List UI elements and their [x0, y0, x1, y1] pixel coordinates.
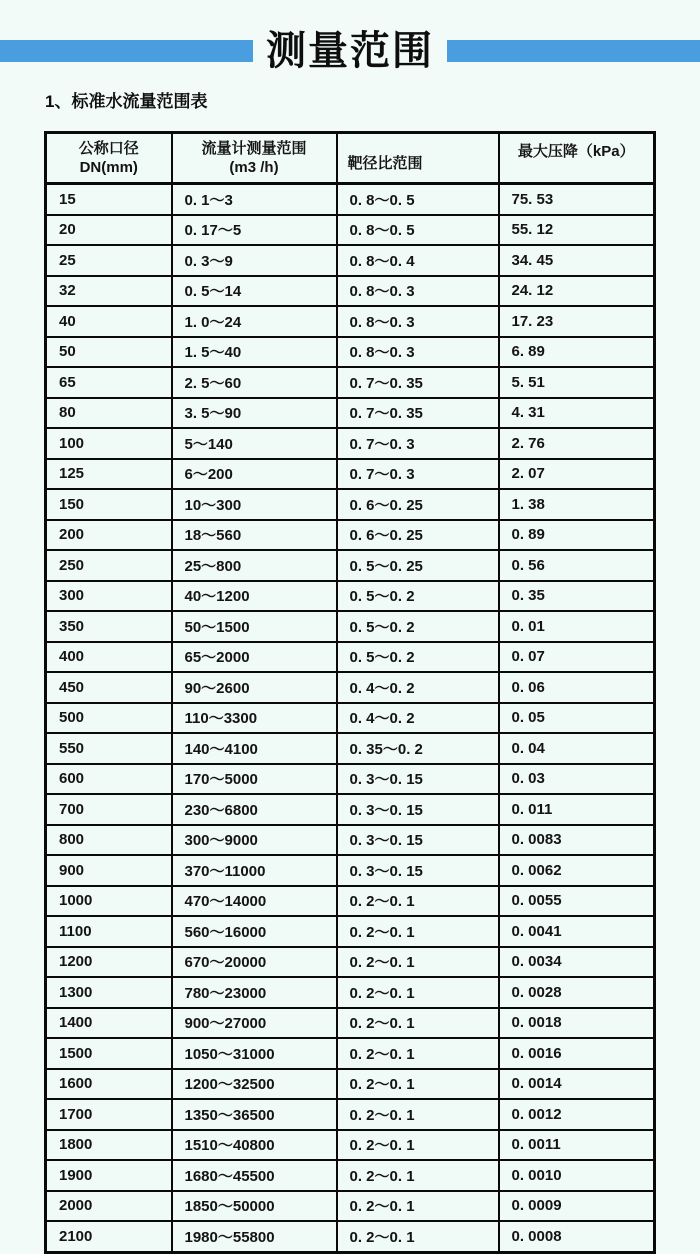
table-row — [46, 611, 655, 642]
table-row — [46, 764, 655, 795]
cell-nominal-diameter: 2000 — [46, 1191, 172, 1222]
cell-nominal-diameter: 800 — [46, 825, 172, 856]
cell-nominal-diameter: 350 — [46, 611, 172, 642]
cell-target-ratio: 0. 3～0. 15 — [337, 825, 499, 856]
table-row — [46, 977, 655, 1008]
table-row — [46, 916, 655, 947]
table-row — [46, 1008, 655, 1039]
cell-target-ratio: 0. 2～0. 1 — [337, 1099, 499, 1130]
cell-max-pressure-drop: 0. 0009 — [499, 1191, 655, 1222]
col-header-flow-range — [172, 133, 337, 184]
table-header-row — [46, 133, 655, 184]
cell-flow-range: 1680～45500 — [172, 1160, 337, 1191]
page-title: 测量范围 — [266, 29, 434, 73]
cell-max-pressure-drop: 0. 0008 — [499, 1221, 655, 1252]
cell-flow-range: 0. 17～5 — [172, 215, 337, 246]
cell-nominal-diameter: 25 — [46, 245, 172, 276]
col-header-line: DN(mm) — [79, 159, 138, 176]
cell-nominal-diameter: 1500 — [46, 1038, 172, 1069]
cell-max-pressure-drop: 0. 04 — [499, 733, 655, 764]
cell-max-pressure-drop: 0. 01 — [499, 611, 655, 642]
cell-flow-range: 1350～36500 — [172, 1099, 337, 1130]
cell-flow-range: 1980～55800 — [172, 1221, 337, 1252]
cell-flow-range: 470～14000 — [172, 886, 337, 917]
table-row — [46, 794, 655, 825]
cell-max-pressure-drop: 34. 45 — [499, 245, 655, 276]
cell-flow-range: 900～27000 — [172, 1008, 337, 1039]
cell-nominal-diameter: 1100 — [46, 916, 172, 947]
cell-flow-range: 0. 3～9 — [172, 245, 337, 276]
page-header — [0, 28, 700, 74]
cell-max-pressure-drop: 4. 31 — [499, 398, 655, 429]
cell-nominal-diameter: 40 — [46, 306, 172, 337]
cell-nominal-diameter: 2100 — [46, 1221, 172, 1252]
cell-max-pressure-drop: 24. 12 — [499, 276, 655, 307]
cell-flow-range: 10～300 — [172, 489, 337, 520]
cell-nominal-diameter: 80 — [46, 398, 172, 429]
cell-max-pressure-drop: 0. 07 — [499, 642, 655, 673]
cell-nominal-diameter: 1600 — [46, 1069, 172, 1100]
cell-target-ratio: 0. 2～0. 1 — [337, 1038, 499, 1069]
cell-flow-range: 230～6800 — [172, 794, 337, 825]
col-header-line: (m3 /h) — [229, 159, 279, 176]
cell-flow-range: 1510～40800 — [172, 1130, 337, 1161]
header-bar-left — [0, 40, 253, 62]
cell-nominal-diameter: 900 — [46, 855, 172, 886]
cell-target-ratio: 0. 4～0. 2 — [337, 672, 499, 703]
cell-flow-range: 170～5000 — [172, 764, 337, 795]
cell-target-ratio: 0. 7～0. 35 — [337, 398, 499, 429]
cell-target-ratio: 0. 2～0. 1 — [337, 1130, 499, 1161]
table-row — [46, 1038, 655, 1069]
table-row — [46, 1130, 655, 1161]
table-row — [46, 855, 655, 886]
cell-max-pressure-drop: 0. 0012 — [499, 1099, 655, 1130]
cell-nominal-diameter: 1800 — [46, 1130, 172, 1161]
cell-max-pressure-drop: 75. 53 — [499, 184, 655, 215]
cell-target-ratio: 0. 2～0. 1 — [337, 947, 499, 978]
col-header-target-ratio — [337, 133, 499, 184]
table-row — [46, 581, 655, 612]
cell-target-ratio: 0. 8～0. 5 — [337, 184, 499, 215]
cell-target-ratio: 0. 8～0. 3 — [337, 306, 499, 337]
cell-max-pressure-drop: 0. 0083 — [499, 825, 655, 856]
cell-flow-range: 560～16000 — [172, 916, 337, 947]
cell-max-pressure-drop: 2. 07 — [499, 459, 655, 490]
table-row — [46, 1069, 655, 1100]
cell-target-ratio: 0. 7～0. 3 — [337, 459, 499, 490]
table-row — [46, 398, 655, 429]
table-row — [46, 306, 655, 337]
cell-max-pressure-drop: 0. 0016 — [499, 1038, 655, 1069]
table-row — [46, 1191, 655, 1222]
cell-flow-range: 670～20000 — [172, 947, 337, 978]
cell-flow-range: 300～9000 — [172, 825, 337, 856]
cell-flow-range: 3. 5～90 — [172, 398, 337, 429]
cell-max-pressure-drop: 0. 06 — [499, 672, 655, 703]
cell-flow-range: 110～3300 — [172, 703, 337, 734]
cell-flow-range: 50～1500 — [172, 611, 337, 642]
cell-target-ratio: 0. 5～0. 2 — [337, 611, 499, 642]
cell-target-ratio: 0. 8～0. 4 — [337, 245, 499, 276]
cell-max-pressure-drop: 0. 0034 — [499, 947, 655, 978]
cell-max-pressure-drop: 0. 89 — [499, 520, 655, 551]
table-row — [46, 245, 655, 276]
cell-nominal-diameter: 125 — [46, 459, 172, 490]
cell-target-ratio: 0. 7～0. 3 — [337, 428, 499, 459]
cell-target-ratio: 0. 2～0. 1 — [337, 886, 499, 917]
page — [0, 28, 700, 1254]
cell-flow-range: 1200～32500 — [172, 1069, 337, 1100]
cell-target-ratio: 0. 4～0. 2 — [337, 703, 499, 734]
cell-nominal-diameter: 1900 — [46, 1160, 172, 1191]
col-header-nominal-diameter — [46, 133, 172, 184]
cell-max-pressure-drop: 0. 0011 — [499, 1130, 655, 1161]
cell-target-ratio: 0. 6～0. 25 — [337, 520, 499, 551]
table-row — [46, 1221, 655, 1252]
cell-nominal-diameter: 50 — [46, 337, 172, 368]
cell-max-pressure-drop: 0. 0014 — [499, 1069, 655, 1100]
cell-nominal-diameter: 150 — [46, 489, 172, 520]
cell-nominal-diameter: 300 — [46, 581, 172, 612]
cell-target-ratio: 0. 8～0. 3 — [337, 276, 499, 307]
table-row — [46, 428, 655, 459]
cell-flow-range: 65～2000 — [172, 642, 337, 673]
table-row — [46, 886, 655, 917]
cell-nominal-diameter: 400 — [46, 642, 172, 673]
cell-flow-range: 1. 0～24 — [172, 306, 337, 337]
table-row — [46, 703, 655, 734]
cell-flow-range: 1850～50000 — [172, 1191, 337, 1222]
table-row — [46, 947, 655, 978]
table-row — [46, 1160, 655, 1191]
cell-flow-range: 0. 1～3 — [172, 184, 337, 215]
cell-target-ratio: 0. 2～0. 1 — [337, 1008, 499, 1039]
section-heading: 1、标准水流量范围表 — [45, 92, 208, 111]
table-body — [46, 184, 655, 1253]
cell-target-ratio: 0. 2～0. 1 — [337, 1069, 499, 1100]
cell-flow-range: 0. 5～14 — [172, 276, 337, 307]
col-header-max-pressure-drop — [499, 133, 655, 184]
cell-nominal-diameter: 500 — [46, 703, 172, 734]
flow-range-table — [44, 131, 656, 1254]
cell-max-pressure-drop: 17. 23 — [499, 306, 655, 337]
col-header-line: 公称口径 — [78, 140, 139, 157]
table-row — [46, 367, 655, 398]
cell-max-pressure-drop: 6. 89 — [499, 337, 655, 368]
table-row — [46, 520, 655, 551]
cell-target-ratio: 0. 3～0. 15 — [337, 764, 499, 795]
cell-target-ratio: 0. 8～0. 5 — [337, 215, 499, 246]
col-header-line: 流量计测量范围 — [201, 140, 307, 157]
cell-target-ratio: 0. 5～0. 2 — [337, 642, 499, 673]
cell-max-pressure-drop: 0. 0028 — [499, 977, 655, 1008]
cell-nominal-diameter: 15 — [46, 184, 172, 215]
cell-max-pressure-drop: 0. 56 — [499, 550, 655, 581]
cell-max-pressure-drop: 0. 011 — [499, 794, 655, 825]
table-row — [46, 215, 655, 246]
cell-nominal-diameter: 450 — [46, 672, 172, 703]
cell-target-ratio: 0. 2～0. 1 — [337, 1160, 499, 1191]
cell-nominal-diameter: 32 — [46, 276, 172, 307]
table-row — [46, 276, 655, 307]
cell-max-pressure-drop: 1. 38 — [499, 489, 655, 520]
cell-target-ratio: 0. 5～0. 2 — [337, 581, 499, 612]
cell-nominal-diameter: 250 — [46, 550, 172, 581]
cell-nominal-diameter: 1700 — [46, 1099, 172, 1130]
cell-target-ratio: 0. 2～0. 1 — [337, 916, 499, 947]
cell-max-pressure-drop: 55. 12 — [499, 215, 655, 246]
cell-max-pressure-drop: 0. 05 — [499, 703, 655, 734]
table-row — [46, 672, 655, 703]
cell-flow-range: 370～11000 — [172, 855, 337, 886]
cell-nominal-diameter: 1200 — [46, 947, 172, 978]
table-row — [46, 1099, 655, 1130]
cell-target-ratio: 0. 3～0. 15 — [337, 794, 499, 825]
cell-flow-range: 1. 5～40 — [172, 337, 337, 368]
cell-max-pressure-drop: 0. 0018 — [499, 1008, 655, 1039]
cell-flow-range: 25～800 — [172, 550, 337, 581]
cell-flow-range: 90～2600 — [172, 672, 337, 703]
table-row — [46, 184, 655, 215]
cell-flow-range: 5～140 — [172, 428, 337, 459]
col-header-line: 靶径比范围 — [347, 155, 423, 172]
cell-nominal-diameter: 200 — [46, 520, 172, 551]
cell-target-ratio: 0. 5～0. 25 — [337, 550, 499, 581]
cell-max-pressure-drop: 5. 51 — [499, 367, 655, 398]
cell-flow-range: 140～4100 — [172, 733, 337, 764]
cell-target-ratio: 0. 3～0. 15 — [337, 855, 499, 886]
cell-max-pressure-drop: 0. 0062 — [499, 855, 655, 886]
cell-flow-range: 18～560 — [172, 520, 337, 551]
table-row — [46, 459, 655, 490]
table-row — [46, 337, 655, 368]
table-row — [46, 642, 655, 673]
cell-nominal-diameter: 100 — [46, 428, 172, 459]
cell-max-pressure-drop: 0. 0041 — [499, 916, 655, 947]
table-row — [46, 733, 655, 764]
cell-target-ratio: 0. 6～0. 25 — [337, 489, 499, 520]
cell-max-pressure-drop: 0. 35 — [499, 581, 655, 612]
cell-nominal-diameter: 20 — [46, 215, 172, 246]
col-header-line: 最大压降（kPa） — [517, 143, 635, 160]
cell-target-ratio: 0. 2～0. 1 — [337, 977, 499, 1008]
table-row — [46, 489, 655, 520]
cell-max-pressure-drop: 0. 0055 — [499, 886, 655, 917]
table-header — [46, 133, 655, 184]
cell-nominal-diameter: 1400 — [46, 1008, 172, 1039]
cell-nominal-diameter: 65 — [46, 367, 172, 398]
cell-nominal-diameter: 1300 — [46, 977, 172, 1008]
table-row — [46, 550, 655, 581]
cell-target-ratio: 0. 2～0. 1 — [337, 1221, 499, 1252]
table-row — [46, 825, 655, 856]
cell-flow-range: 2. 5～60 — [172, 367, 337, 398]
cell-target-ratio: 0. 2～0. 1 — [337, 1191, 499, 1222]
cell-max-pressure-drop: 0. 03 — [499, 764, 655, 795]
cell-target-ratio: 0. 7～0. 35 — [337, 367, 499, 398]
cell-flow-range: 1050～31000 — [172, 1038, 337, 1069]
cell-max-pressure-drop: 2. 76 — [499, 428, 655, 459]
cell-flow-range: 40～1200 — [172, 581, 337, 612]
header-bar-right — [447, 40, 700, 62]
cell-target-ratio: 0. 8～0. 3 — [337, 337, 499, 368]
cell-nominal-diameter: 600 — [46, 764, 172, 795]
cell-nominal-diameter: 550 — [46, 733, 172, 764]
cell-nominal-diameter: 700 — [46, 794, 172, 825]
cell-max-pressure-drop: 0. 0010 — [499, 1160, 655, 1191]
cell-target-ratio: 0. 35～0. 2 — [337, 733, 499, 764]
cell-flow-range: 780～23000 — [172, 977, 337, 1008]
cell-nominal-diameter: 1000 — [46, 886, 172, 917]
cell-flow-range: 6～200 — [172, 459, 337, 490]
